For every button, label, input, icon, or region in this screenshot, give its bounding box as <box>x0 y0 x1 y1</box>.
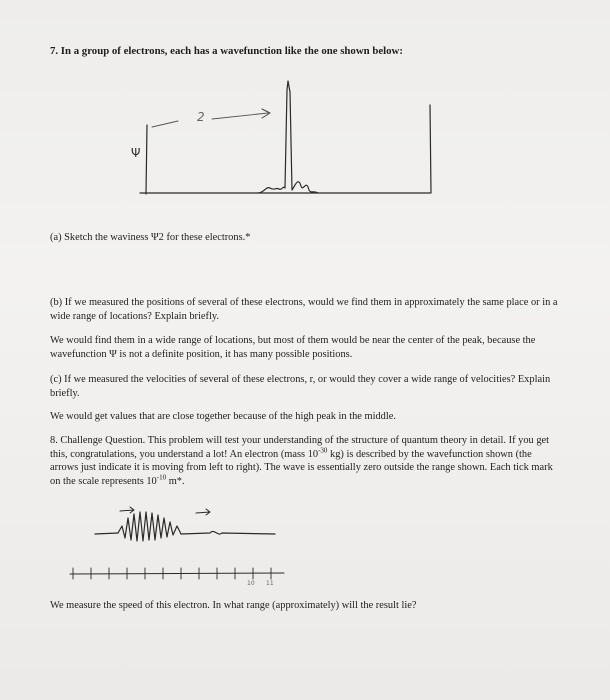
q8-arrow-right <box>196 509 210 515</box>
q8-arrow-left <box>120 507 134 513</box>
q8-tick-label-10: 10 <box>247 580 255 587</box>
q7-part-a: (a) Sketch the waviness Ψ2 for these electrons.* <box>50 232 251 243</box>
q7-prompt: 7. In a group of electrons, each has a wavefunction like the one shown below: <box>50 45 403 57</box>
q8-scale-exponent: -10 <box>156 473 167 482</box>
q7-answer-c: We would get values that are close together because of the high peak in the middle. <box>50 411 396 422</box>
q7-answer-b: We would find them in a wide range of locations, but most of them would be near the center of the peak, because the wavefunction Ψ is not a definite position, it has many possible positions. <box>50 335 536 360</box>
q8-scale-line <box>70 573 284 574</box>
q7-squared-mark: 2 <box>197 110 205 124</box>
q8-tick-label-11: 11 <box>266 580 274 587</box>
q7-part-c: (c) If we measured the velocities of several of these electrons, r, or would they cover a wide range of velocities? Explain briefly. <box>50 374 551 399</box>
q8-scale-unit: m*. <box>166 475 185 487</box>
q8-speed-question: We measure the speed of this electron. In what range (approximately) will the result lie? <box>50 600 417 611</box>
q8-mass-exponent: -30 <box>318 446 328 455</box>
q7-part-b: (b) If we measured the positions of several of these electrons, would we find them in approximately the same place or in a wide range of locations? Explain briefly. <box>50 297 558 322</box>
q7-psi-label: Ψ <box>131 146 141 160</box>
q8-right-baseline <box>181 531 275 534</box>
q8-text-after-mass: kg) is described by the wavefunction shown (the arrows just indicate it is moving from left to right). The wave is essentially zero outside the range shown. Each tick mark on the scale represents 10 <box>50 448 553 487</box>
q8-wave-packet <box>118 512 181 541</box>
q8-left-baseline <box>95 533 118 534</box>
q8-text-before-mass: 8. Challenge Question. This problem will test your understanding of the structure of quantum theory in detail. If you get this, congratulations, you understand a lot! An electron (mass 10 <box>50 435 550 460</box>
